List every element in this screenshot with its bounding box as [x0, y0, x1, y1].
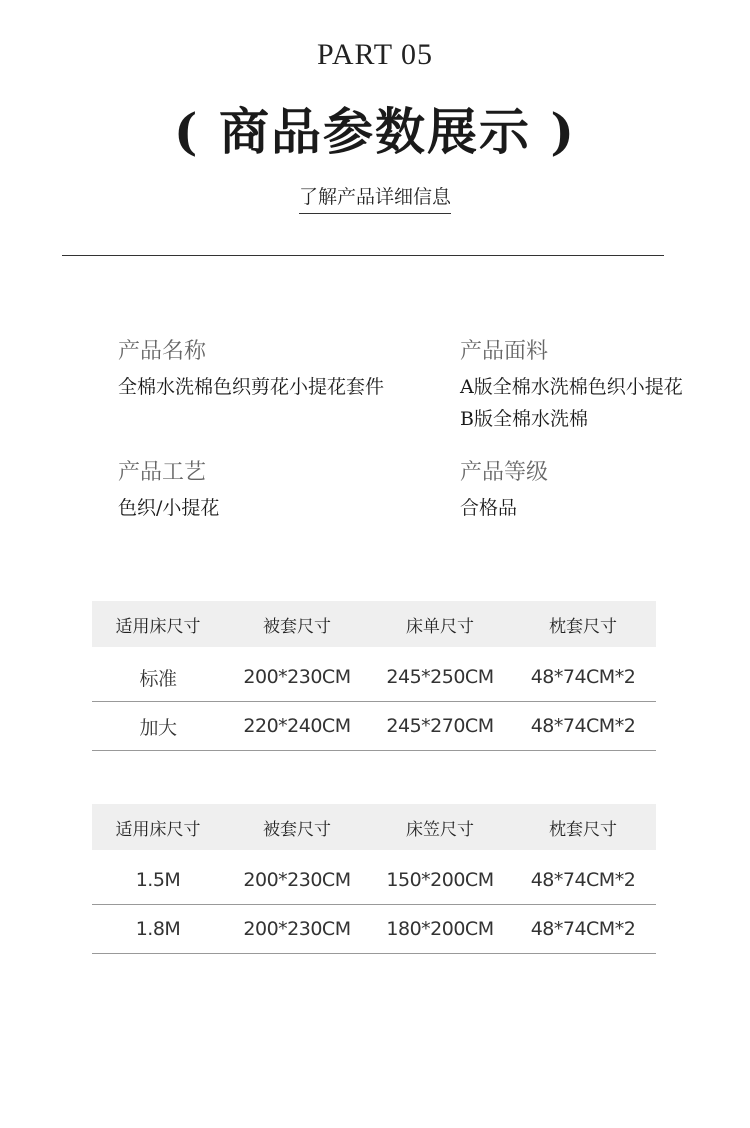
- table-cell: 200*230CM: [224, 905, 370, 954]
- param-value: 合格品: [460, 497, 518, 519]
- table-cell: 48*74CM*2: [510, 856, 656, 905]
- param-craft: [118, 455, 219, 524]
- param-fabric: [460, 334, 683, 435]
- table-cell: 245*270CM: [370, 702, 510, 751]
- param-value: 全棉水洗棉色织剪花小提花套件: [118, 376, 385, 398]
- table-row: [92, 702, 656, 751]
- table-header-cell: 适用床尺寸: [92, 601, 224, 647]
- param-value: 色织/小提花: [118, 497, 220, 519]
- table-cell: 标准: [92, 653, 224, 702]
- table-row: [92, 905, 656, 954]
- param-grade: [460, 455, 548, 524]
- param-label: 产品面料: [460, 339, 549, 364]
- table-header-cell: 被套尺寸: [224, 601, 370, 647]
- page-subtitle: 了解产品详细信息: [299, 182, 451, 214]
- table-header-cell: 适用床尺寸: [92, 804, 224, 850]
- table-cell: 200*230CM: [224, 856, 370, 905]
- table-cell: 48*74CM*2: [510, 702, 656, 751]
- param-label: 产品名称: [118, 339, 207, 364]
- table-header-cell: 枕套尺寸: [510, 601, 656, 647]
- table-cell: 1.5M: [92, 856, 224, 905]
- part-number: PART 05: [316, 38, 434, 71]
- table-header-cell: 床笠尺寸: [370, 804, 510, 850]
- subtitle-container: [0, 182, 750, 214]
- table-header-cell: 被套尺寸: [224, 804, 370, 850]
- param-label: 产品等级: [460, 460, 549, 485]
- param-label: 产品工艺: [118, 460, 207, 485]
- param-value: A版全棉水洗棉色织小提花: [460, 376, 683, 398]
- table-cell: 48*74CM*2: [510, 905, 656, 954]
- table-header-row: [92, 601, 656, 647]
- section-divider: [62, 255, 664, 256]
- param-product-name: [118, 334, 384, 403]
- size-table-fitted: [92, 804, 656, 954]
- table-header-cell: 床单尺寸: [370, 601, 510, 647]
- table-cell: 150*200CM: [370, 856, 510, 905]
- table-header-cell: 枕套尺寸: [510, 804, 656, 850]
- table-row: [92, 856, 656, 905]
- table-cell: 1.8M: [92, 905, 224, 954]
- table-cell: 180*200CM: [370, 905, 510, 954]
- table-row: [92, 653, 656, 702]
- size-table-sheet: [92, 601, 656, 751]
- table-cell: 200*230CM: [224, 653, 370, 702]
- table-cell: 加大: [92, 702, 224, 751]
- param-value: B版全棉水洗棉: [460, 408, 588, 430]
- page-title: ( 商品参数展示 ): [173, 102, 577, 161]
- table-header-row: [92, 804, 656, 850]
- table-cell: 245*250CM: [370, 653, 510, 702]
- table-cell: 220*240CM: [224, 702, 370, 751]
- table-cell: 48*74CM*2: [510, 653, 656, 702]
